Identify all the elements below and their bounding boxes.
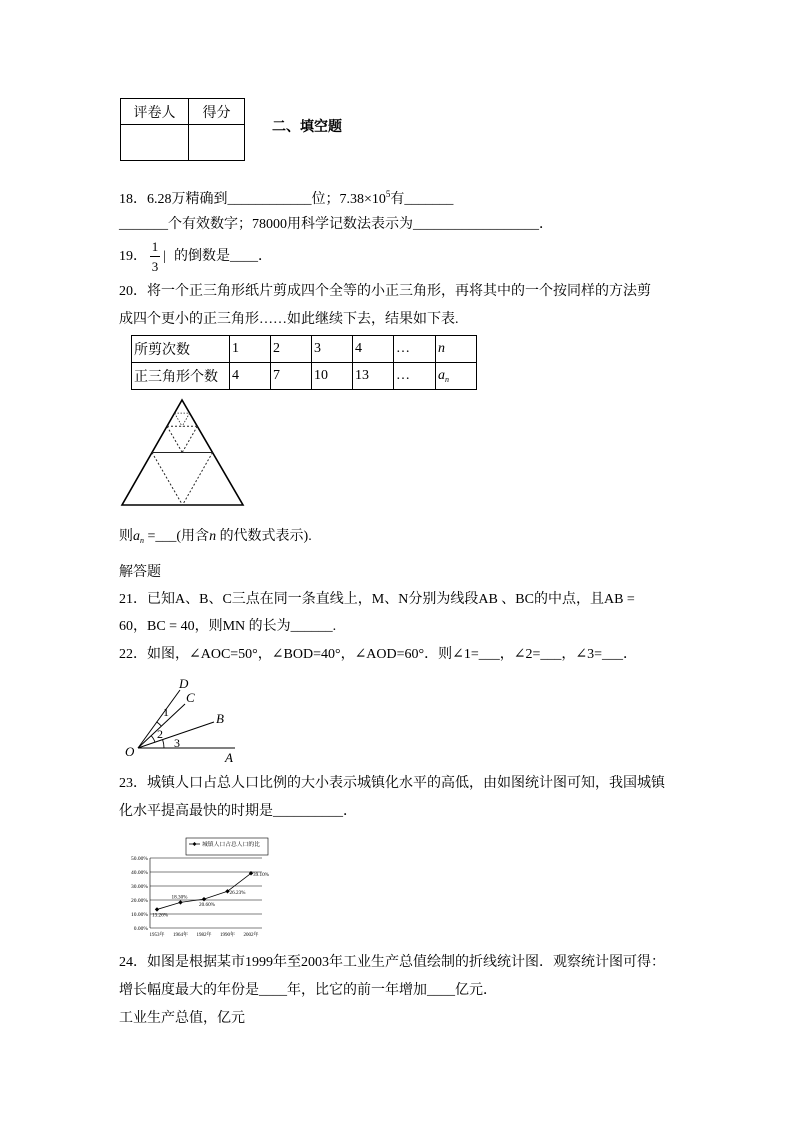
q20-table bbox=[131, 335, 477, 390]
score-table-reviewer-header: 评卷人 bbox=[121, 99, 189, 125]
y-tick-label: 50.00% bbox=[131, 856, 148, 862]
label-b: B bbox=[216, 711, 224, 726]
score-table-score-cell bbox=[189, 125, 245, 161]
section-title: 二、填空题 bbox=[272, 120, 342, 135]
q18-line2: _______个有效数字；78000用科学记数法表示为__________________． bbox=[119, 217, 553, 232]
table-cell: 10 bbox=[312, 363, 353, 390]
q20-line2: 成四个更小的正三角形……如此继续下去，结果如下表. bbox=[119, 312, 459, 327]
data-label: 26.23% bbox=[229, 889, 246, 896]
q18-line1 bbox=[119, 190, 453, 210]
q20-line1: 20．将一个正三角形纸片剪成四个全等的小正三角形，再将其中的一个按同样的方法剪 bbox=[119, 284, 651, 299]
q20-answer-suffix: 的代数式表示). bbox=[216, 529, 312, 544]
table-cell: n bbox=[436, 336, 477, 363]
dashed-edge bbox=[152, 453, 183, 506]
label-a: A bbox=[225, 750, 233, 765]
y-tick-label: 20.00% bbox=[131, 898, 148, 904]
q20-answer-line bbox=[119, 527, 312, 547]
q22-line: 22．如图，∠AOC=50°，∠BOD=40°，∠AOD=60°．则∠1=___，∠2=___，∠3=___． bbox=[119, 647, 637, 662]
x-tick-label: 1990年 bbox=[219, 933, 236, 938]
table-cell: … bbox=[394, 363, 436, 390]
score-table-body-row bbox=[121, 125, 245, 161]
data-point-marker bbox=[178, 900, 182, 904]
q19-fraction-numerator: 1 bbox=[151, 239, 159, 254]
dashed-edge bbox=[175, 413, 183, 426]
label-d: D bbox=[179, 676, 189, 691]
label-c: C bbox=[186, 690, 195, 705]
angle-2-arc bbox=[151, 736, 155, 743]
angle-2-label: 2 bbox=[157, 727, 163, 741]
q18-exponent: 5 bbox=[385, 189, 391, 199]
q21-line1: 21．已知A、B、C三点在同一条直线上，M、N分别为线段AB 、BC的中点，且AB = bbox=[119, 592, 635, 607]
data-label: 18.30% bbox=[171, 894, 188, 901]
table-cell: 4 bbox=[353, 336, 394, 363]
q19-fraction-denominator: 3 bbox=[151, 259, 159, 274]
q19-number: 19． bbox=[119, 249, 147, 264]
y-tick-label: 0.00% bbox=[133, 926, 148, 932]
q23-line1: 23．城镇人口占总人口比例的大小表示城镇化水平的高低，由如图统计图可知，我国城镇 bbox=[119, 776, 665, 791]
dashed-edge bbox=[167, 426, 182, 452]
table-row bbox=[132, 363, 477, 390]
x-tick-label: 2002年 bbox=[243, 933, 259, 938]
q18-line1-text: 18．6.28万精确到____________位；7.38×10 bbox=[119, 192, 386, 207]
section2-title: 解答题 bbox=[119, 565, 161, 580]
legend-label: 城镇人口占总人口的比 bbox=[202, 842, 260, 848]
q19-abs-bar: | bbox=[163, 249, 166, 264]
score-table-header-row bbox=[121, 99, 245, 125]
table-cell: 4 bbox=[230, 363, 271, 390]
q20-answer-mid: =___(用含 bbox=[144, 529, 210, 544]
score-table-score-header: 得分 bbox=[189, 99, 245, 125]
q24-line1: 24．如图是根据某市1999年至2003年工业生产总值绘制的折线统计图．观察统计图可得： bbox=[119, 955, 665, 970]
table-cell: … bbox=[394, 336, 436, 363]
dashed-edge bbox=[182, 413, 190, 426]
q20-row1-label: 所剪次数 bbox=[132, 336, 230, 363]
q19-tail: 的倒数是____． bbox=[174, 249, 272, 264]
q19-fraction-bar bbox=[150, 256, 160, 257]
table-cell: 7 bbox=[271, 363, 312, 390]
y-tick-label: 40.00% bbox=[131, 870, 148, 876]
x-tick-label: 1953年 bbox=[149, 933, 165, 938]
q20-row2-label: 正三角形个数 bbox=[132, 363, 230, 390]
q24-line2: 增长幅度最大的年份是____年，比它的前一年增加____亿元． bbox=[119, 983, 497, 998]
x-tick-label: 1964年 bbox=[172, 933, 189, 938]
y-tick-label: 10.00% bbox=[131, 912, 148, 918]
label-o: O bbox=[125, 744, 135, 759]
angle-figure bbox=[116, 676, 242, 766]
dashed-edge bbox=[182, 426, 197, 452]
sequence-term-subscript: n bbox=[445, 375, 449, 384]
q19-fraction bbox=[149, 238, 161, 276]
data-point-marker bbox=[155, 907, 159, 911]
table-cell: 3 bbox=[312, 336, 353, 363]
urbanization-line-chart bbox=[116, 834, 274, 938]
sequence-term-base: a bbox=[438, 368, 445, 383]
data-label: 13.26% bbox=[152, 912, 168, 919]
q18-line1-tail: 有_______ bbox=[390, 192, 454, 207]
table-cell: 1 bbox=[230, 336, 271, 363]
angle-1-label: 1 bbox=[163, 705, 169, 719]
q24-line3: 工业生产总值，亿元 bbox=[119, 1011, 245, 1026]
table-cell bbox=[436, 363, 477, 390]
y-tick-label: 30.00% bbox=[131, 884, 148, 890]
q23-line2: 化水平提高最快的时期是__________． bbox=[119, 804, 357, 819]
triangle-figure bbox=[118, 396, 248, 510]
table-cell: 13 bbox=[353, 363, 394, 390]
dashed-edge bbox=[183, 453, 213, 506]
data-point-marker bbox=[202, 897, 206, 901]
angle-1-arc bbox=[156, 722, 161, 726]
angle-3-label: 3 bbox=[174, 736, 180, 750]
q21-line2: 60，BC = 40，则MN 的长为______. bbox=[119, 619, 337, 634]
x-tick-label: 1982年 bbox=[196, 933, 212, 938]
q20-answer-prefix: 则 bbox=[119, 529, 133, 544]
score-table bbox=[120, 98, 245, 161]
data-label: 39.10% bbox=[253, 871, 269, 878]
q20-answer-sub: n bbox=[140, 536, 144, 545]
data-label: 20.60% bbox=[199, 902, 215, 909]
q20-answer-var2: n bbox=[209, 529, 217, 544]
table-row bbox=[132, 336, 477, 363]
score-table-reviewer-cell bbox=[121, 125, 189, 161]
q20-answer-var: a bbox=[133, 529, 140, 544]
table-cell: 2 bbox=[271, 336, 312, 363]
